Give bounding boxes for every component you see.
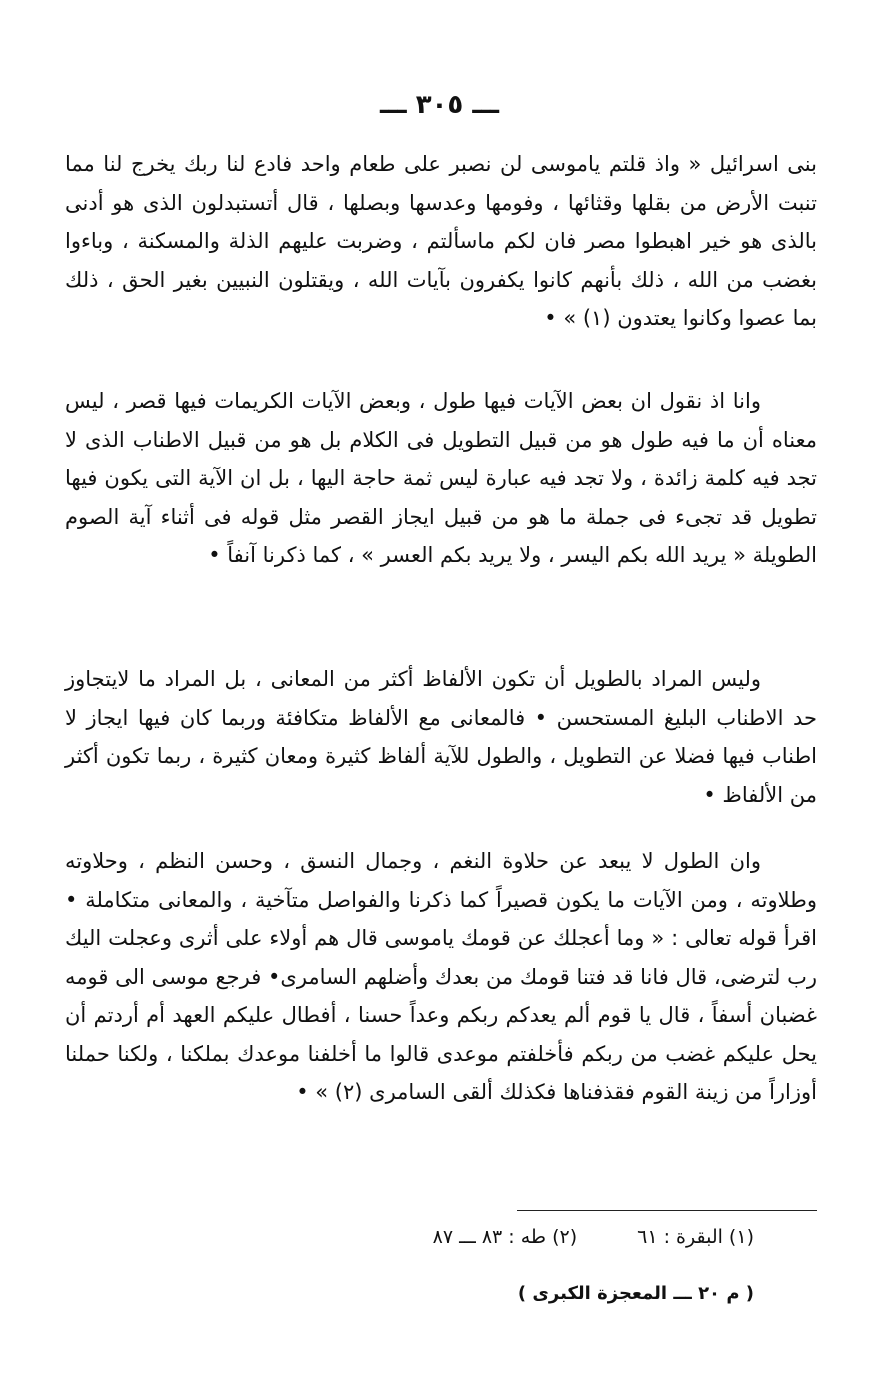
paragraph-3 <box>65 660 817 814</box>
paragraph-4 <box>65 842 817 1112</box>
footnotes <box>114 1222 754 1252</box>
paragraph-4-text: وان الطول لا يبعد عن حلاوة النغم ، وجمال النسق ، وحسن النظم ، وحلاوته وطلاوته ، ومن الآيات ما يكون قصيراً كما ذكرنا والفواصل متآخية ، والمعانى متكاملة • اقرأ قوله تعالى : « وما أعجلك عن قومك ياموسى قال هم أولاء على أثرى وعجلت اليك رب لترضى، قال فانا قد فتنا قومك من بعدك وأضلهم السامرى• فرجع موسى الى قومه غضبان أسفاً ، قال يا قوم ألم يعدكم ربكم وعداً حسنا ، أفطال عليكم العهد أم أردتم أن يحل عليكم غضب من ربكم فأخلفتم موعدى قالوا ما أخلفنا موعدك بملكنا ، ولكنا حملنا أوزاراً من زينة القوم فقذفناها فكذلك ألقى السامرى (٢) » • <box>65 849 817 1104</box>
paragraph-1-text: بنى اسرائيل « واذ قلتم ياموسى لن نصبر على طعام واحد فادع لنا ربك يخرج لنا مما تنبت الأرض من بقلها وقثائها ، وفومها وعدسها وبصلها ، قال أتستبدلون الذى هو أدنى بالذى هو خير اهبطوا مصر فان لكم ماسألتم ، وضربت عليهم الذلة والمسكنة ، وباءوا بغضب من الله ، ذلك بأنهم كانوا يكفرون بآيات الله ، ويقتلون النبيين بغير الحق ، ذلك بما عصوا وكانوا يعتدون (١) » • <box>65 152 817 330</box>
paragraph-2-text: وانا اذ نقول ان بعض الآيات فيها طول ، وبعض الآيات الكريمات فيها قصر ، ليس معناه أن ما فيه طول هو من قبيل التطويل فى الكلام بل هو من قبيل الاطناب الذى لا تجد فيه كلمة زائدة ، ولا تجد فيه عبارة ليس ثمة حاجة اليها ، بل ان الآية التى يكون فيها تطويل قد تجىء فى جملة ما هو من قبيل ايجاز القصر مثل قوله فى أثناء آية الصوم الطويلة « يريد الله بكم اليسر ، ولا يريد بكم العسر » ، كما ذكرنا آنفاً • <box>65 389 817 567</box>
paragraph-1 <box>65 145 817 338</box>
printer-signature: ( م ٢٠ ـــ المعجزة الكبرى ) <box>517 1283 754 1304</box>
footnote-divider <box>517 1210 817 1211</box>
footnote-2: (٢) طه : ٨٣ ـــ ٨٧ <box>432 1226 578 1248</box>
page-number: ـــ ٣٠٥ ـــ <box>379 90 500 120</box>
footnote-1: (١) البقرة : ٦١ <box>637 1226 754 1248</box>
paragraph-3-text: وليس المراد بالطويل أن تكون الألفاظ أكثر من المعانى ، بل المراد ما لايتجاوز حد الاطناب البليغ المستحسن • فالمعانى مع الألفاظ متكافئة وربما كان فيها ايجاز لا اطناب فيها فضلا عن التطويل ، والطول للآية ألفاظ كثيرة ومعان كثيرة ، ربما تكون أكثر من الألفاظ • <box>65 667 817 807</box>
paragraph-2 <box>65 382 817 575</box>
